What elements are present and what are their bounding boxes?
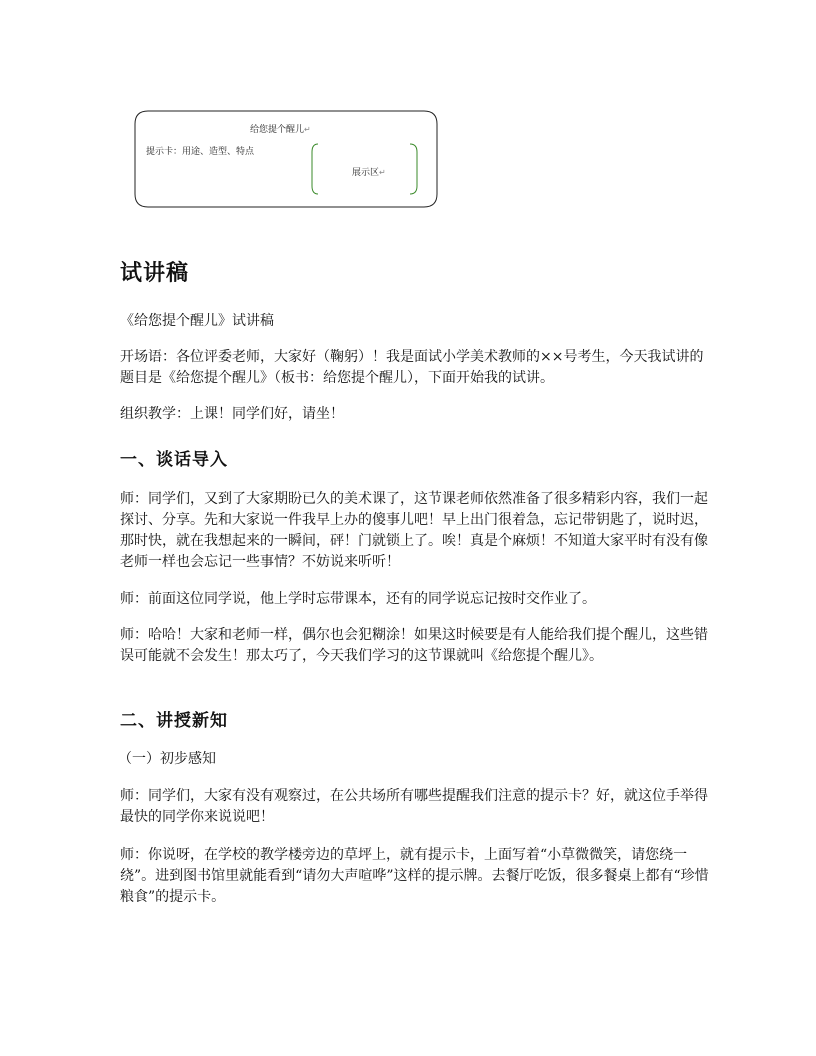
board-layout-diagram: [134, 110, 438, 208]
section-paragraph: 师：哈哈！大家和老师一样，偶尔也会犯糊涂！如果这时候要是有人能给我们提个醒儿，这些错误可能就不会发生！那太巧了，今天我们学习的这节课就叫《给您提个醒儿》。: [120, 627, 708, 664]
board-display-area-label: 展示区↵: [352, 168, 386, 178]
section-paragraph: 师：同学们，又到了大家期盼已久的美术课了，这节课老师依然准备了很多精彩内容，我们一起探讨、分享。先和大家说一件我早上办的傻事儿吧！早上出门很着急，忘记带钥匙了，说时迟，那时快，就在我想起来的一瞬间，砰！门就锁上了。唉！真是个麻烦！不知道大家平时有没有像老师一样也会忘记一些事情？不妨说来听听！: [120, 491, 708, 570]
opening-paragraph: 开场语：各位评委老师，大家好（鞠躬）！我是面试小学美术教师的××号考生，今天我试讲的题目是《给您提个醒儿》（板书：给您提个醒儿），下面开始我的试讲。: [120, 349, 704, 386]
paragraph-mark: ↵: [379, 168, 386, 177]
section-heading: 一、谈话导入: [120, 450, 228, 470]
organize-paragraph: 组织教学：上课！同学们好，请坐！: [120, 406, 344, 422]
document-subtitle: 《给您提个醒儿》试讲稿: [120, 313, 274, 329]
subsection-heading: （一）初步感知: [118, 751, 216, 767]
document-title: 试讲稿: [120, 261, 190, 286]
board-title: 给您提个醒儿↵: [250, 125, 311, 135]
paragraph-mark: ↵: [304, 125, 311, 134]
section-heading: 二、讲授新知: [120, 711, 228, 731]
section-paragraph: 师：你说呀，在学校的教学楼旁边的草坪上，就有提示卡，上面写着“小草微微笑，请您绕一绕”。进到图书馆里就能看到“请勿大声喧哗”这样的提示牌。去餐厅吃饭，很多餐桌上都有“珍惜粮食”的提示卡。: [120, 847, 709, 905]
section-paragraph: 师：前面这位同学说，他上学时忘带课本，还有的同学说忘记按时交作业了。: [120, 591, 596, 607]
board-hint-label: 提示卡：用途、造型、特点: [146, 147, 255, 157]
section-paragraph: 师：同学们，大家有没有观察过，在公共场所有哪些提醒我们注意的提示卡？好，就这位手举得最快的同学你来说说吧！: [120, 788, 708, 825]
